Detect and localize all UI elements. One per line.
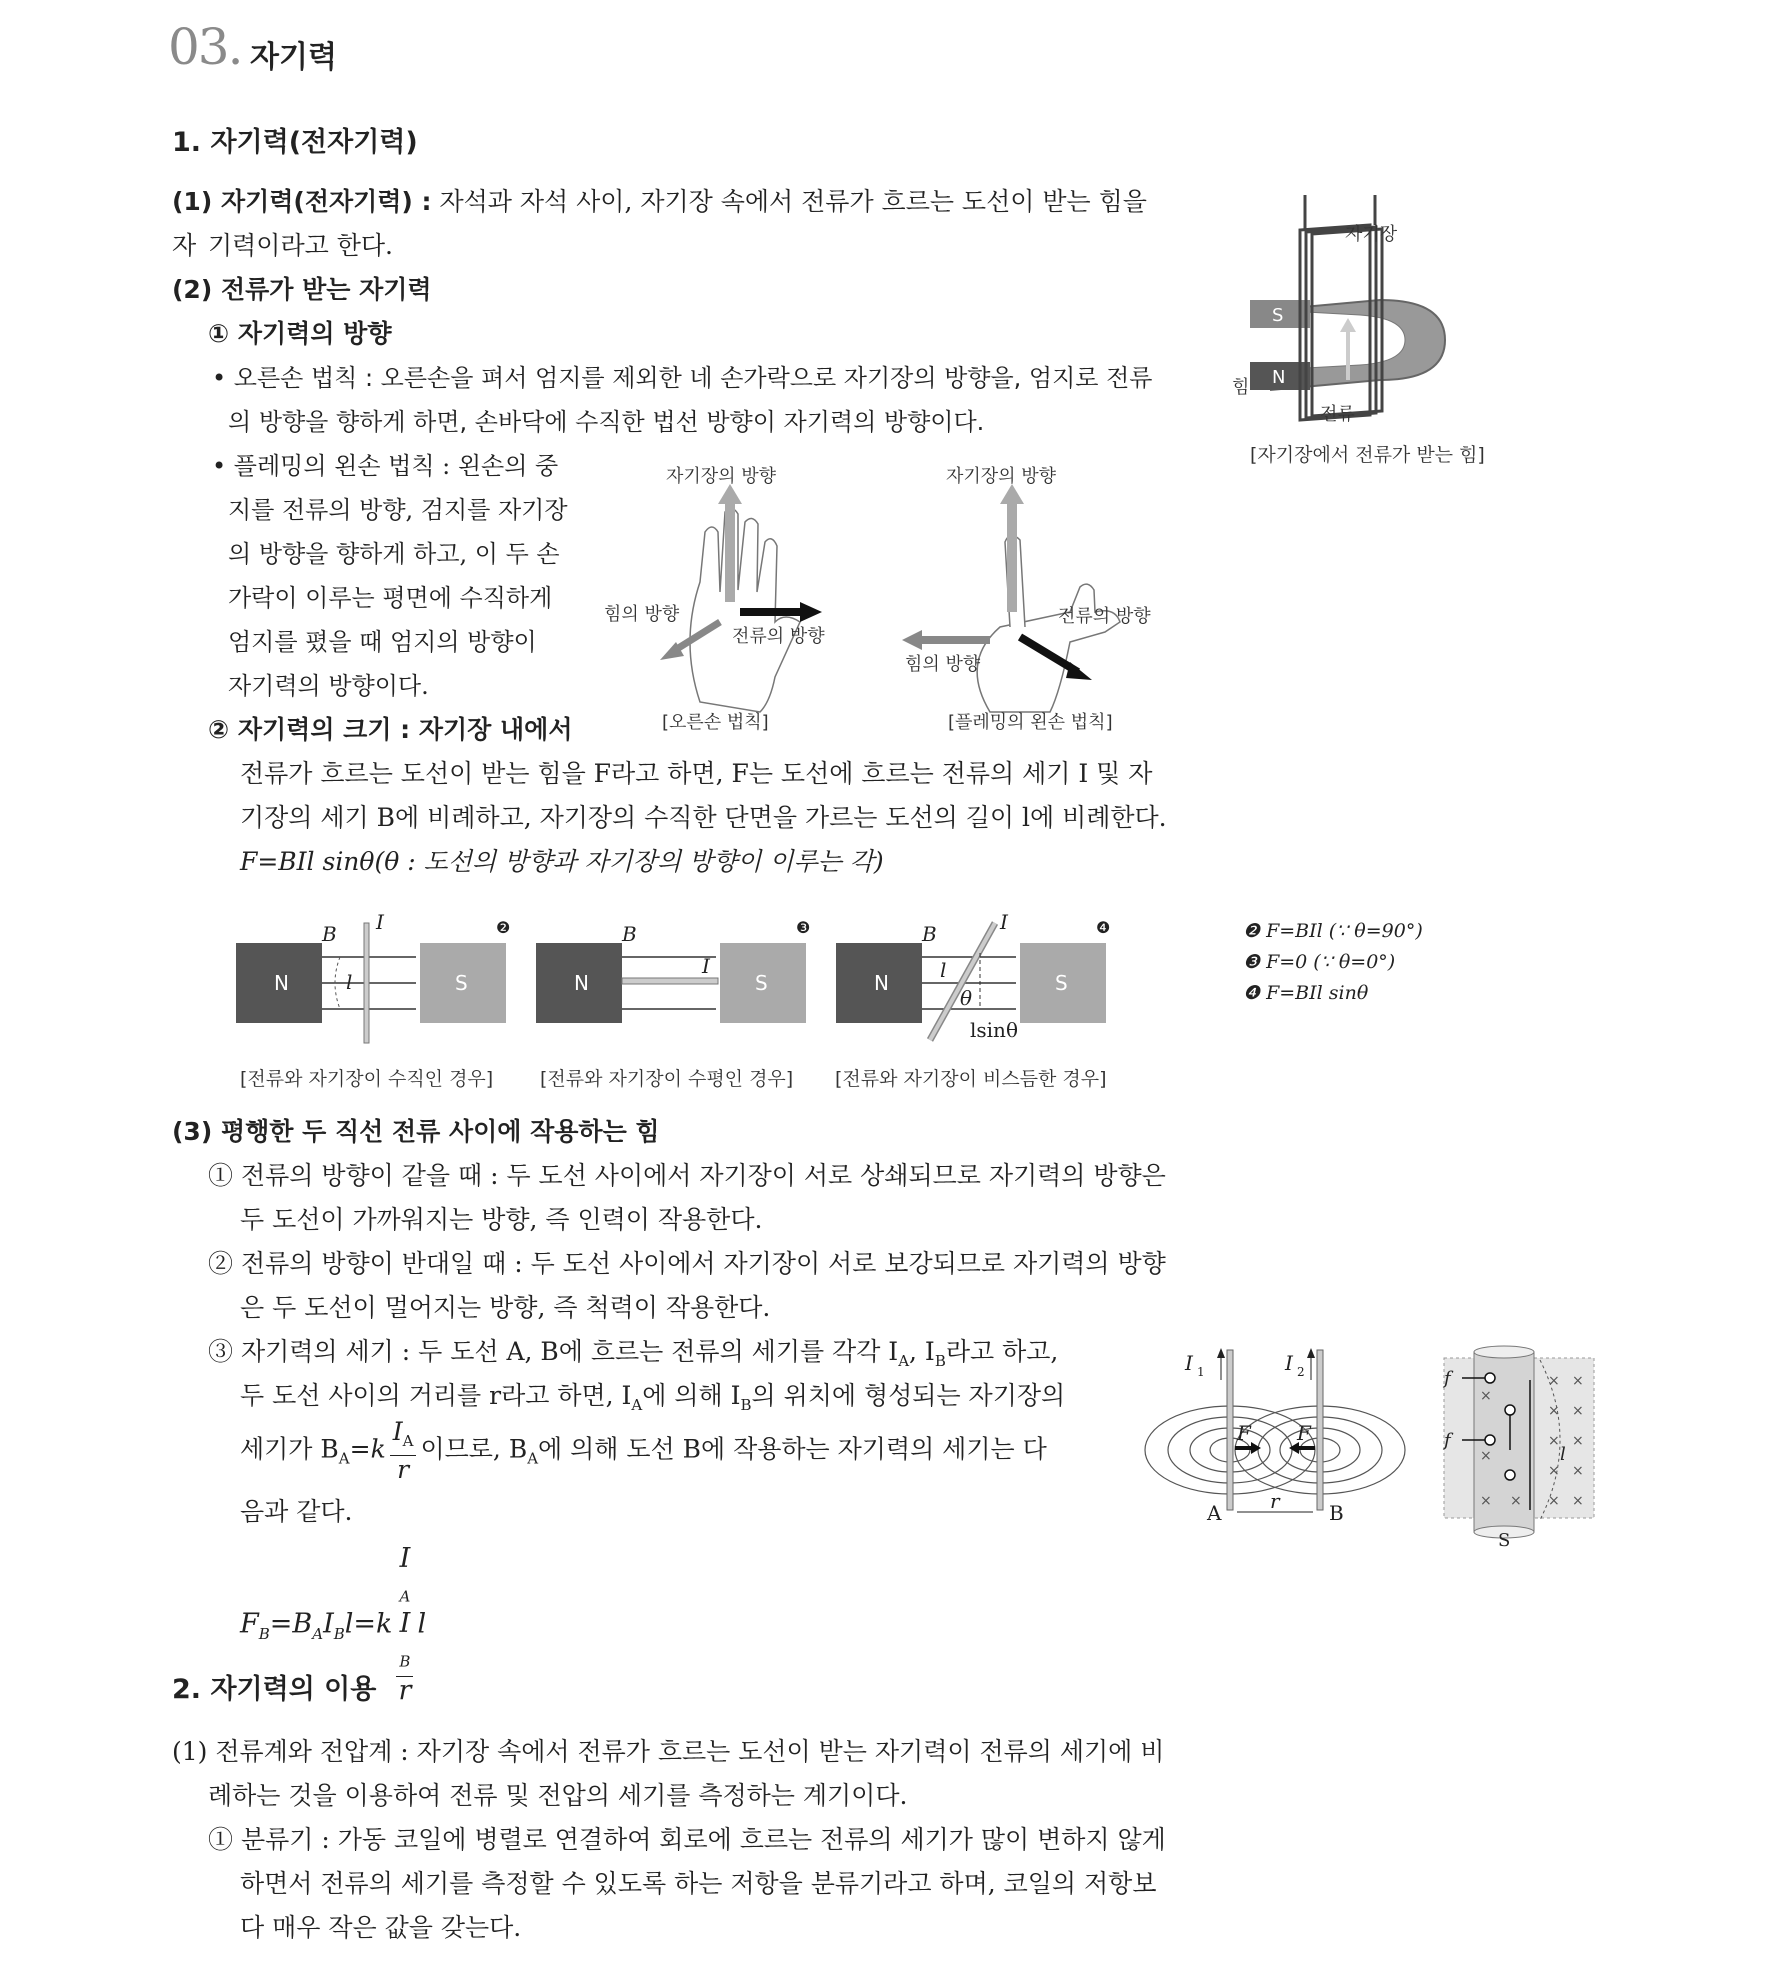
wire-a xyxy=(1227,1350,1233,1510)
fb-l: l=k xyxy=(344,1608,393,1640)
label-s: S xyxy=(1498,1530,1511,1550)
magnet-caption: [자기장에서 전류가 받는 힘] xyxy=(1250,444,1485,466)
magnet-figure xyxy=(1230,190,1490,450)
label-l: l xyxy=(346,970,353,994)
section2-title: 2. 자기력의 이용 xyxy=(172,1674,377,1705)
pole-n: N xyxy=(574,971,589,995)
chapter-number: 03. xyxy=(168,18,242,76)
frac-den: r xyxy=(397,1455,410,1484)
svg-text:×: × xyxy=(1480,1388,1492,1404)
bullet-2-line: 지를 전류의 방향, 검지를 자기장 xyxy=(228,496,568,524)
svg-text:×: × xyxy=(1548,1463,1560,1479)
para-2-label-text: (2) 전류가 받는 자기력 xyxy=(172,275,432,304)
label-I: I xyxy=(1000,910,1008,934)
field-loops xyxy=(1145,1406,1405,1494)
eq-k: =k xyxy=(349,1434,386,1464)
mark-4: ❹ xyxy=(1096,918,1111,937)
conductor-figure xyxy=(1440,1340,1600,1550)
bullet-2-line: 가락이 이루는 평면에 수직하게 xyxy=(228,584,553,612)
label-i2-sub: 2 xyxy=(1297,1365,1305,1379)
label-i1: I xyxy=(1185,1351,1193,1375)
bullet-2-line: 자기력의 방향이다. xyxy=(228,672,429,700)
note-4: ❹ F=BIl sinθ xyxy=(1243,982,1369,1004)
p3-l5-a: ③ 자기력의 세기 : 두 도선 A, B에 흐르는 전류의 세기를 각각 I xyxy=(208,1337,899,1366)
para-2-sub2-text: ② 자기력의 크기 : 자기장 내에서 xyxy=(208,715,573,744)
poles-caption-2: [전류와 자기장이 수평인 경우] xyxy=(540,1068,794,1090)
sub-b: B xyxy=(399,1652,411,1671)
svg-text:×: × xyxy=(1480,1448,1492,1464)
sub-a: A xyxy=(312,1624,324,1643)
sub-a: A xyxy=(399,1587,411,1606)
pole-n: N xyxy=(874,971,889,995)
label-f-b: F xyxy=(1297,1421,1311,1445)
left-hand xyxy=(977,584,1120,712)
p3-line-8: 음과 같다. xyxy=(240,1497,353,1526)
label-i2: I xyxy=(1285,1351,1293,1375)
panel-parallel xyxy=(536,918,810,1023)
svg-text:×: × xyxy=(1572,1493,1584,1509)
label-theta: θ xyxy=(960,986,973,1010)
sub-b: B xyxy=(333,1624,345,1643)
label-B: B xyxy=(622,922,637,946)
frac-den: r xyxy=(398,1674,412,1706)
sub-b: B xyxy=(934,1352,946,1370)
sub-a: A xyxy=(402,1432,414,1450)
svg-text:×: × xyxy=(1572,1433,1584,1449)
svg-text:×: × xyxy=(1548,1403,1560,1419)
s2-line: ① 분류기 : 가동 코일에 병렬로 연결하여 회로에 흐르는 전류의 세기가 많이 변하지 않게 xyxy=(208,1825,1166,1854)
p3-line: 두 도선이 가까워지는 방향, 즉 인력이 작용한다. xyxy=(240,1205,763,1234)
bullet-2-line: 의 방향을 향하게 하고, 이 두 손 xyxy=(228,540,560,568)
left-field-label: 자기장의 방향 xyxy=(946,466,1057,487)
p3-l5-b: , I xyxy=(909,1337,935,1366)
label-l: l xyxy=(1560,1444,1566,1465)
p3-l5-c: 라고 하고, xyxy=(945,1337,1059,1366)
fb-i: I xyxy=(323,1608,334,1640)
pole-n: N xyxy=(274,971,289,995)
para-1-text: 자석과 자석 사이, 자기장 속에서 전류가 흐르는 도선이 받는 힘을 자 xyxy=(172,187,1147,260)
pole-n-text: N xyxy=(1272,367,1286,388)
label-b: B xyxy=(1329,1501,1344,1525)
right-caption: [오른손 법칙] xyxy=(662,712,769,733)
fraction-ia-r xyxy=(390,1418,417,1484)
mark-2: ❷ xyxy=(496,918,511,937)
svg-text:×: × xyxy=(1572,1403,1584,1419)
label-lsin: lsinθ xyxy=(970,1018,1018,1042)
poles-figure xyxy=(230,905,1130,1065)
size-line: 전류가 흐르는 도선이 받는 힘을 F라고 하면, F는 도선에 흐르는 전류의 세기 I 및 자 xyxy=(240,759,1153,788)
svg-text:×: × xyxy=(1572,1373,1584,1389)
sub-a: A xyxy=(338,1449,350,1468)
para-1-label: (1) 자기력(전자기력) : xyxy=(172,187,432,216)
s2-line: 하면서 전류의 세기를 측정할 수 있도록 하는 저항을 분류기라고 하며, 코일의 저항보 xyxy=(240,1869,1157,1898)
p3-l6-c: 의 위치에 형성되는 자기장의 xyxy=(751,1381,1066,1410)
label-field: 자기장 xyxy=(1345,224,1398,245)
s2-line: 례하는 것을 이용하여 전류 및 전압의 세기를 측정하는 계기이다. xyxy=(208,1781,908,1810)
label-f: f xyxy=(1444,1430,1451,1451)
bullet-2-line: • 플레밍의 왼손 법칙 : 왼손의 중 xyxy=(212,452,559,480)
right-force-label: 힘의 방향 xyxy=(604,604,680,625)
right-field-label: 자기장의 방향 xyxy=(666,466,777,487)
pole-s: S xyxy=(1055,971,1068,995)
svg-text:×: × xyxy=(1548,1373,1560,1389)
left-current-label: 전류의 방향 xyxy=(1058,606,1151,627)
para-1-cont: 기력이라고 한다. xyxy=(208,231,393,260)
svg-text:×: × xyxy=(1480,1493,1492,1509)
size-line: 기장의 세기 B에 비례하고, 자기장의 수직한 단면을 가르는 도선의 길이 l에 비례한다. xyxy=(240,803,1167,832)
sub-b: B xyxy=(740,1396,752,1414)
p3-line-7 xyxy=(240,1418,1047,1484)
size-formula: F=BIl sinθ(θ : 도선의 방향과 자기장의 방향이 이루는 각) xyxy=(240,847,884,876)
poles-caption-1: [전류와 자기장이 수직인 경우] xyxy=(240,1068,494,1090)
note-2: ❷ F=BIl (∵ θ=90°) xyxy=(1243,920,1423,942)
frac-num-b: I xyxy=(399,1608,411,1640)
s2-line: (1) 전류계와 전압계 : 자기장 속에서 전류가 흐르는 도선이 받는 자기력이 전류의 세기에 비 xyxy=(172,1737,1165,1766)
pole-s: S xyxy=(755,971,768,995)
sub-b: B xyxy=(258,1624,270,1643)
label-current: 전류 xyxy=(1320,404,1355,425)
para-2-sub2 xyxy=(208,708,572,752)
wire-b xyxy=(1317,1350,1323,1510)
p3-l6-b: 에 의해 I xyxy=(642,1381,741,1410)
p3-line: ② 전류의 방향이 반대일 때 : 두 도선 사이에서 자기장이 서로 보강되므로 자기력의 방향 xyxy=(208,1249,1166,1278)
left-force-label: 힘의 방향 xyxy=(905,654,981,675)
svg-text:×: × xyxy=(1548,1493,1560,1509)
bullet-1b: 의 방향을 향하게 하면, 손바닥에 수직한 법선 방향이 자기력의 방향이다. xyxy=(228,408,985,436)
para-2-sub1 xyxy=(208,312,391,356)
chapter-title: 자기력 xyxy=(250,40,337,75)
svg-text:×: × xyxy=(1548,1433,1560,1449)
section1-title: 1. 자기력(전자기력) xyxy=(172,127,418,158)
svg-text:×: × xyxy=(1572,1463,1584,1479)
pole-s: S xyxy=(455,971,468,995)
frac-num-a: I xyxy=(399,1543,411,1574)
frac-num: I xyxy=(392,1417,403,1446)
label-f-a: F xyxy=(1237,1421,1251,1445)
left-caption: [플레밍의 왼손 법칙] xyxy=(948,712,1113,733)
hands-figure xyxy=(600,462,1180,752)
bullet-2-line: 엄지를 폈을 때 엄지의 방향이 xyxy=(228,628,537,656)
pole-s-text: S xyxy=(1272,305,1284,326)
panel-perpendicular xyxy=(236,910,510,1043)
bullet-1a: • 오른손 법칙 : 오른손을 펴서 엄지를 제외한 네 손가락으로 자기장의 방향을, 엄지로 전류 xyxy=(212,364,1153,392)
p3-line: 은 두 도선이 멀어지는 방향, 즉 척력이 작용한다. xyxy=(240,1293,771,1322)
label-I: I xyxy=(702,954,710,978)
label-I: I xyxy=(376,910,384,934)
p3-l7-c: 에 의해 도선 B에 작용하는 자기력의 세기는 다 xyxy=(538,1434,1047,1464)
label-force: 힘 xyxy=(1232,377,1250,398)
p3-l7-a: 세기가 B xyxy=(240,1434,339,1464)
label-i1-sub: 1 xyxy=(1197,1365,1205,1379)
fb-lhs: F xyxy=(240,1608,259,1640)
s2-line: 다 매우 작은 값을 갖는다. xyxy=(240,1913,522,1942)
sub-a: A xyxy=(527,1449,539,1468)
p3-line: ① 전류의 방향이 같을 때 : 두 도선 사이에서 자기장이 서로 상쇄되므로 자기력의 방향은 xyxy=(208,1161,1166,1190)
mark-3: ❸ xyxy=(796,918,811,937)
para-3-label xyxy=(172,1110,660,1154)
p3-l6-a: 두 도선 사이의 거리를 r라고 하면, I xyxy=(240,1381,632,1410)
wires-figure xyxy=(1125,1340,1425,1540)
bullet-2 xyxy=(212,444,568,708)
fb-mid: =B xyxy=(269,1608,313,1640)
svg-text:×: × xyxy=(1510,1493,1522,1509)
right-current-label: 전류의 방향 xyxy=(732,626,825,647)
poles-caption-3: [전류와 자기장이 비스듬한 경우] xyxy=(835,1068,1107,1090)
para-2-sub1-text: ① 자기력의 방향 xyxy=(208,319,392,348)
label-f: f xyxy=(1444,1368,1451,1389)
note-3: ❸ F=0 (∵ θ=0°) xyxy=(1243,951,1396,973)
para-2-label xyxy=(172,268,432,312)
fb-tail: l xyxy=(417,1608,427,1640)
label-a: A xyxy=(1207,1501,1222,1525)
label-B: B xyxy=(322,922,337,946)
label-B: B xyxy=(922,922,937,946)
sub-a: A xyxy=(631,1396,643,1414)
p3-l7-b: 이므로, B xyxy=(420,1434,528,1464)
para-3-label-text: (3) 평행한 두 직선 전류 사이에 작용하는 힘 xyxy=(172,1117,660,1146)
label-r: r xyxy=(1270,1489,1280,1513)
sub-a: A xyxy=(898,1352,910,1370)
label-l: l xyxy=(940,958,947,982)
panel-oblique xyxy=(836,910,1110,1042)
fraction-iaib-r xyxy=(396,1545,413,1705)
